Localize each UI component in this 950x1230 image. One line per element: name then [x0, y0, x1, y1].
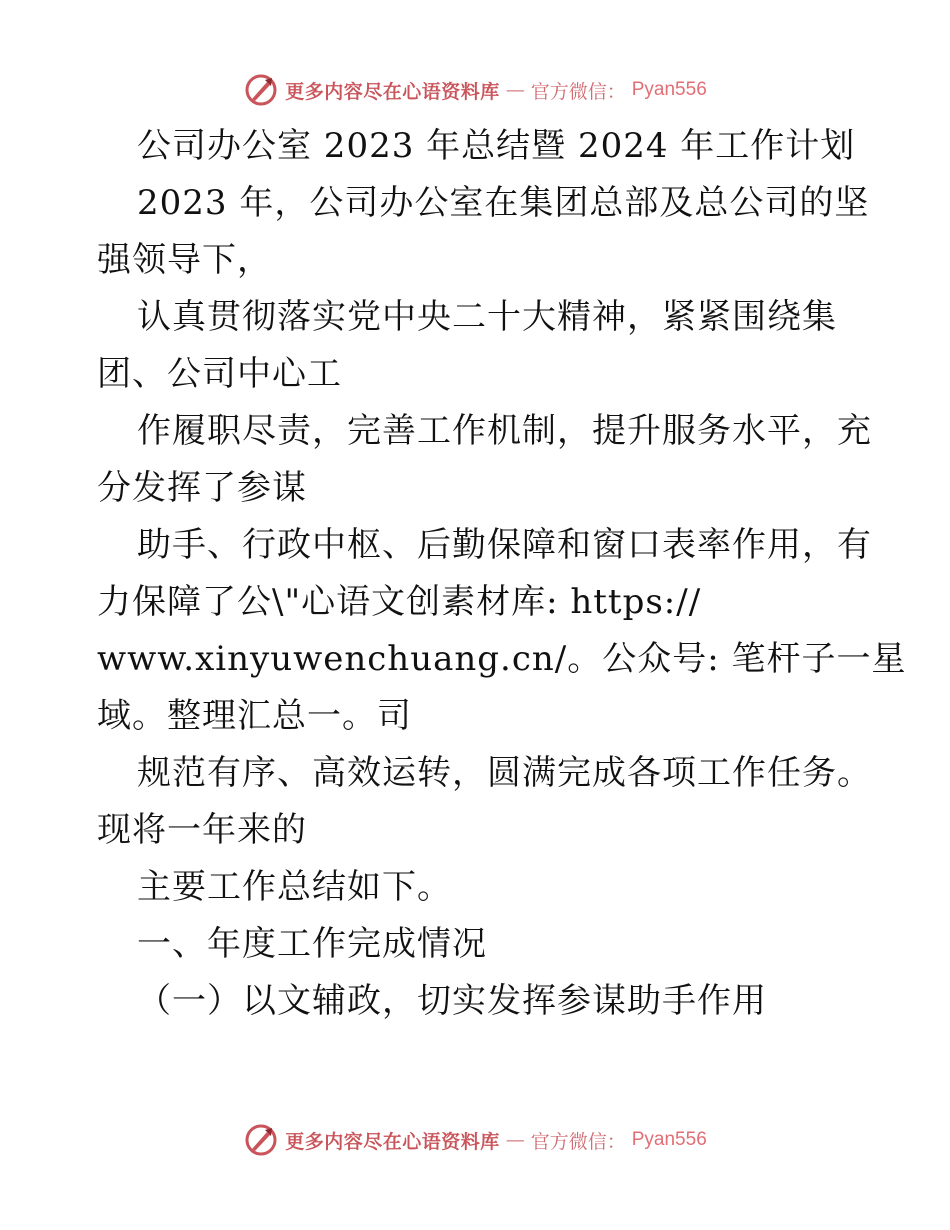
banner-main-text: 更多内容尽在心语资料库: [285, 80, 500, 103]
text-line: www.xinyuwenchuang.cn/。公众号: 笔杆子一星: [97, 639, 907, 679]
text-line: 团、公司中心工: [97, 354, 342, 394]
text-line: 规范有序、高效运转，圆满完成各项工作任务。: [137, 753, 872, 793]
text-line: 认真贯彻落实党中央二十大精神，紧紧围绕集: [137, 297, 837, 337]
text-line: 域。整理汇总一。司: [97, 696, 412, 736]
banner-wechat-label: 官方微信：: [530, 1131, 626, 1153]
subsection-heading: （一）以文辅政，切实发挥参谋助手作用: [137, 981, 767, 1021]
document-title: 公司办公室 2023 年总结暨 2024 年工作计划: [137, 126, 856, 166]
header-watermark-banner: [0, 70, 950, 110]
text-line: 作履职尽责，完善工作机制，提升服务水平，充: [137, 411, 872, 451]
text-line: 2023 年，公司办公室在集团总部及总公司的坚: [137, 183, 870, 223]
text-line: 主要工作总结如下。: [137, 867, 452, 907]
text-line: 分发挥了参谋: [97, 468, 307, 508]
banner-wechat-id: Pyan556: [631, 79, 707, 100]
banner-separator: —: [505, 1129, 525, 1151]
text-line: 助手、行政中枢、后勤保障和窗口表率作用，有: [137, 525, 872, 565]
banner-separator: —: [505, 79, 525, 101]
document-body: [97, 118, 907, 1030]
quill-logo-icon: [243, 1122, 279, 1158]
banner-main-text: 更多内容尽在心语资料库: [285, 1130, 500, 1153]
footer-watermark-banner: [0, 1120, 950, 1160]
quill-logo-icon: [243, 72, 279, 108]
text-line: 力保障了公\"心语文创素材库: https://: [97, 582, 702, 622]
text-line: 强领导下，: [97, 240, 272, 280]
banner-wechat-id: Pyan556: [631, 1129, 707, 1150]
section-heading: 一、年度工作完成情况: [137, 924, 487, 964]
text-line: 现将一年来的: [97, 810, 307, 850]
banner-wechat-label: 官方微信：: [530, 81, 626, 103]
